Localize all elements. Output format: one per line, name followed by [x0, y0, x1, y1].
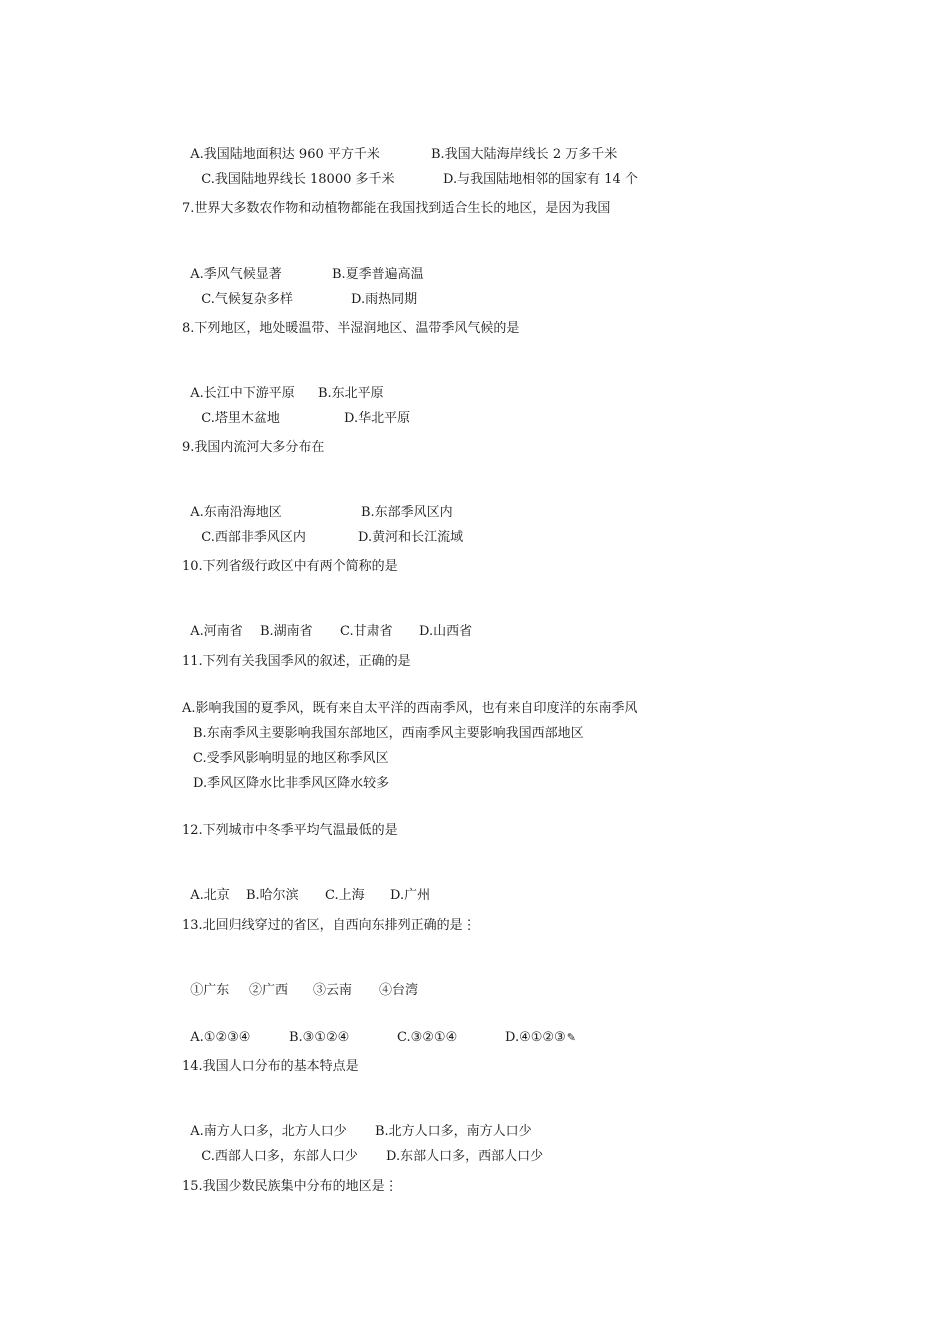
q12-options-row1	[182, 869, 431, 905]
q14-option-d[interactable]: D.东部人口多，西部人口少	[386, 1149, 544, 1164]
q8-option-c[interactable]: C.塔里木盆地	[201, 411, 280, 426]
q11-option-a[interactable]: A.影响我国的夏季风，既有来自太平洋的西南季风，也有来自印度洋的东南季风	[182, 701, 638, 716]
q14-option-c[interactable]: C.西部人口多，东部人口少	[201, 1149, 358, 1164]
q9-option-c[interactable]: C.西部非季风区内	[201, 530, 306, 545]
q11-option-d[interactable]: D.季风区降水比非季风区降水较多	[193, 776, 390, 791]
q10-options-row1	[182, 605, 473, 641]
q7-option-a[interactable]: A.季风气候显著	[190, 267, 282, 282]
q10-option-a[interactable]: A.河南省	[190, 624, 243, 639]
q13-options-row1	[182, 1011, 576, 1047]
q12-option-b[interactable]: B.哈尔滨	[246, 888, 299, 903]
q8-option-d[interactable]: D.华北平原	[344, 411, 411, 426]
q12-option-c[interactable]: C.上海	[325, 888, 365, 903]
q10-option-d[interactable]: D.山西省	[419, 624, 473, 639]
q13-option-a[interactable]: A.①②③④	[190, 1030, 251, 1045]
q6-option-a[interactable]: A.我国陆地面积达 960 平方千米	[190, 147, 380, 162]
q6-option-d[interactable]: D.与我国陆地相邻的国家有 14 个	[443, 172, 638, 187]
q14-option-b[interactable]: B.北方人口多，南方人口少	[375, 1124, 532, 1139]
q10-option-b[interactable]: B.湖南省	[260, 624, 313, 639]
q11-title: 11.下列有关我国季风的叙述，正确的是	[182, 654, 411, 669]
q7-option-c[interactable]: C.气候复杂多样	[201, 292, 293, 307]
q8-option-a[interactable]: A.长江中下游平原	[190, 386, 295, 401]
q11-option-c[interactable]: C.受季风影响明显的地区称季风区	[193, 751, 389, 766]
q13-items-row	[182, 964, 419, 1000]
q13-item-3: ③云南	[313, 983, 353, 998]
q10-title: 10.下列省级行政区中有两个简称的是	[182, 559, 398, 574]
q12-option-d[interactable]: D.广州	[390, 888, 431, 903]
q13-option-b[interactable]: B.③①②④	[289, 1030, 350, 1045]
q14-title: 14.我国人口分布的基本特点是	[182, 1059, 359, 1074]
q13-option-d-text: D.④①②③	[505, 1030, 566, 1045]
q14-option-a[interactable]: A.南方人口多，北方人口少	[190, 1124, 347, 1139]
q7-option-d[interactable]: D.雨热同期	[351, 292, 418, 307]
q9-option-a[interactable]: A.东南沿海地区	[190, 505, 282, 520]
q6-option-b[interactable]: B.我国大陆海岸线长 2 万多千米	[431, 147, 618, 162]
q13-option-c[interactable]: C.③②①④	[397, 1030, 458, 1045]
pen-mark-icon: ✎	[566, 1031, 576, 1044]
q15-title: 15.我国少数民族集中分布的地区是⋮	[182, 1179, 398, 1194]
q13-item-2: ②广西	[249, 983, 289, 998]
q13-item-1: ①广东	[190, 983, 230, 998]
q8-title: 8.下列地区，地处暖温带、半湿润地区、温带季风气候的是	[182, 321, 520, 336]
q13-title: 13.北回归线穿过的省区，自西向东排列正确的是⋮	[182, 918, 476, 933]
q9-title: 9.我国内流河大多分布在	[182, 440, 325, 455]
q6-option-c[interactable]: C.我国陆地界线长 18000 多千米	[201, 172, 395, 187]
q7-option-b[interactable]: B.夏季普遍高温	[332, 267, 424, 282]
q8-option-b[interactable]: B.东北平原	[318, 386, 384, 401]
q13-option-d[interactable]	[505, 1029, 576, 1047]
q9-option-d[interactable]: D.黄河和长江流域	[358, 530, 464, 545]
q10-option-c[interactable]: C.甘肃省	[340, 624, 393, 639]
q11-option-b[interactable]: B.东南季风主要影响我国东部地区，西南季风主要影响我国西部地区	[193, 726, 584, 741]
q12-option-a[interactable]: A.北京	[190, 888, 230, 903]
q12-title: 12.下列城市中冬季平均气温最低的是	[182, 823, 398, 838]
q9-option-b[interactable]: B.东部季风区内	[361, 505, 453, 520]
q13-item-4: ④台湾	[379, 983, 419, 998]
q7-title: 7.世界大多数农作物和动植物都能在我国找到适合生长的地区，是因为我国	[182, 201, 611, 216]
